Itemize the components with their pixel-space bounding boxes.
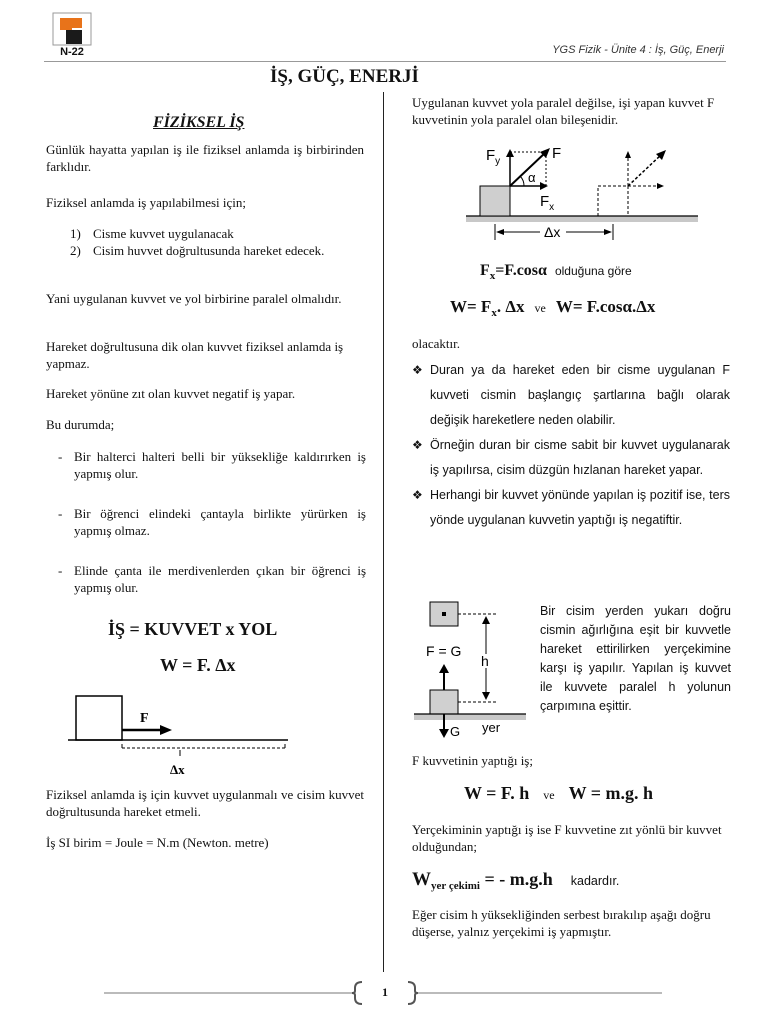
eq-text: = - m.g.h <box>479 869 553 889</box>
diamond-bullet-icon: ❖ <box>412 438 423 452</box>
fx-arrowhead <box>540 182 548 190</box>
equation-fx <box>480 262 632 282</box>
bullet-list <box>412 358 730 533</box>
alpha-label: α <box>528 170 536 185</box>
displacement-arrowhead <box>496 229 504 235</box>
ground-surface <box>414 714 526 720</box>
list-item <box>70 242 360 259</box>
eq-subscript: yer çekimi <box>431 880 480 893</box>
eq-text: =F.cosα <box>495 262 547 279</box>
eq-tail: olduğuna göre <box>554 264 632 278</box>
force-label: F <box>140 711 149 726</box>
ground-label: yer <box>482 720 501 735</box>
list-text: Bir halterci halteri belli bir yüksekliğe kaldırırken iş yapmış olur. <box>74 449 366 481</box>
f-label: F <box>552 145 562 162</box>
left-p7: Fiziksel anlamda iş için kuvvet uygulanmalı ve cisim kuvvet doğrultusunda hareket etmeli. <box>46 787 364 819</box>
block <box>480 186 510 216</box>
equation-work-angled <box>450 297 655 319</box>
section-heading: FİZİKSEL İŞ <box>153 114 245 131</box>
eq-text: . Δx <box>496 297 525 316</box>
equation-work-height <box>464 783 653 804</box>
formula-work-definition: İŞ = KUVVET x YOL <box>108 619 278 639</box>
height-label: h <box>481 653 489 669</box>
left-p6: Bu durumda; <box>46 417 115 432</box>
fx-label: $F_x$ <box>540 193 555 213</box>
list-text: Cisme kuvvet uygulanacak <box>93 226 234 241</box>
right-p6: Eğer cisim h yüksekliğinden serbest bırakılıp aşağı doğru düşerse, yalnız yerçekimi iş yapmıştır. <box>412 907 711 939</box>
list-item <box>58 505 366 562</box>
list-num: 1) <box>70 226 81 241</box>
eq-subscript: x <box>491 307 497 320</box>
fy-arrowhead <box>506 149 514 157</box>
left-p5: Hareket yönüne zıt olan kuvvet negatif iş yapar. <box>46 386 296 401</box>
eq-text: W = m.g. h <box>568 783 654 803</box>
left-p4: Hareket doğrultusuna dik olan kuvvet fiziksel anlamda iş yapmaz. <box>46 339 344 371</box>
right-p4: F kuvvetinin yaptığı iş; <box>412 753 533 768</box>
dash-glyph: - <box>58 563 63 578</box>
left-p8: İş SI birim = Joule = N.m (Newton. metre) <box>46 835 269 850</box>
eq-symbol: F <box>480 262 490 279</box>
displacement-label: Δx <box>544 224 561 240</box>
list-text: Bir öğrenci elindeki çantayla birlikte yürürken iş yapmış olmaz. <box>74 506 366 538</box>
list-text: Herhangi bir kuvvet yönünde yapılan iş pozitif ise, ters yönde uygulanan kuvvetin yaptığı iş negatiftir. <box>430 488 730 527</box>
eq-text: W = F. h <box>464 783 530 803</box>
list-text: Elinde çanta ile merdivenlerden çıkan bir öğrenci iş yapmış olur. <box>74 563 366 595</box>
left-p2: Fiziksel anlamda iş yapılabilmesi için; <box>46 195 247 210</box>
logo <box>52 12 92 58</box>
left-p1: Günlük hayatta yapılan iş ile fiziksel anlamda iş birbirinden farklıdır. <box>46 142 364 174</box>
work-diagram <box>60 690 300 780</box>
right-p5: Yerçekiminin yaptığı iş ise F kuvvetine zıt yönlü bir kuvvet olduğundan; <box>412 822 722 854</box>
dash-list <box>58 448 366 596</box>
eq-connector: ve <box>543 788 555 802</box>
force-equals-weight-label: F = G <box>426 643 462 659</box>
logo-icon <box>52 12 92 46</box>
list-item <box>58 448 366 505</box>
weight-label: G <box>450 724 461 739</box>
moved-force-vector <box>628 154 662 186</box>
lift-force-arrowhead <box>439 664 449 673</box>
eq-subscript: x <box>489 270 496 283</box>
dash-glyph: - <box>58 506 63 521</box>
block <box>430 690 458 714</box>
eq-tail: kadardır. <box>570 874 620 888</box>
right-p2: olacaktır. <box>412 336 461 351</box>
right-p1: Uygulanan kuvvet yola paralel değilse, işi yapan kuvvet F kuvvetinin yola paralel olan bileşenidir. <box>412 95 715 127</box>
list-text: Cisim huvvet doğrultusunda hareket edecek. <box>93 243 325 258</box>
weight-arrowhead <box>439 729 449 738</box>
lifting-diagram <box>412 596 532 746</box>
list-num: 2) <box>70 243 81 258</box>
list-item <box>58 562 366 596</box>
footer-rule <box>418 992 662 994</box>
raised-block-dot <box>442 612 446 616</box>
list-item <box>412 358 730 433</box>
displacement-label: Δx <box>170 762 185 777</box>
footer-rule <box>104 992 354 994</box>
left-p3: Yani uygulanan kuvvet ve yol birbirine paralel olmalıdır. <box>46 291 342 306</box>
header-rule <box>44 61 726 62</box>
height-arrowhead <box>482 616 490 624</box>
numbered-list <box>70 225 360 259</box>
header-subtitle: YGS Fizik - Ünite 4 : İş, Güç, Enerji <box>552 44 724 56</box>
height-arrowhead <box>482 692 490 700</box>
eq-text: W= F.cosα.Δx <box>555 297 656 316</box>
eq-connector: ve <box>534 301 546 315</box>
ground-surface <box>466 216 698 222</box>
block <box>76 696 122 740</box>
force-arrowhead <box>160 725 172 735</box>
list-text: Duran ya da hareket eden bir cisme uygulanan F kuvveti cismin başlangıç şartlarına bağlı olarak değişik hareketlere neden olabilir. <box>430 363 730 427</box>
eq-text: W= F <box>450 297 492 316</box>
diamond-bullet-icon: ❖ <box>412 363 423 377</box>
right-p3: Bir cisim yerden yukarı doğru cismin ağırlığına eşit bir kuvvetle hareket ettirilirken yerçekimine karşı iş yapılır. Yapılan iş kuvvet ile kuvvete paralel h yolunun çarpımına eşittir. <box>540 604 731 713</box>
formula-work: W = F. Δx <box>160 655 236 675</box>
equation-gravity-work <box>412 869 619 892</box>
list-item <box>412 483 730 533</box>
fy-label: $F_y$ <box>486 147 501 167</box>
angle-arc <box>520 176 524 186</box>
moved-fx-arrowhead <box>657 183 664 189</box>
moved-fy-arrowhead <box>625 151 631 158</box>
column-divider <box>383 92 384 972</box>
moved-block <box>598 186 628 216</box>
dash-glyph: - <box>58 449 63 464</box>
page-number: 1 <box>382 985 388 999</box>
list-item <box>412 433 730 483</box>
displacement-arrowhead <box>604 229 612 235</box>
eq-symbol: W <box>412 869 431 890</box>
page-title: İŞ, GÜÇ, ENERJİ <box>270 66 419 87</box>
diamond-bullet-icon: ❖ <box>412 488 423 502</box>
list-text: Örneğin duran bir cisme sabit bir kuvvet uygulanarak iş yapılırsa, cisim düzgün hızlanan hareket yapar. <box>430 438 730 477</box>
list-item <box>70 225 360 242</box>
logo-text: N-22 <box>60 46 84 58</box>
angled-force-diagram <box>462 140 702 245</box>
